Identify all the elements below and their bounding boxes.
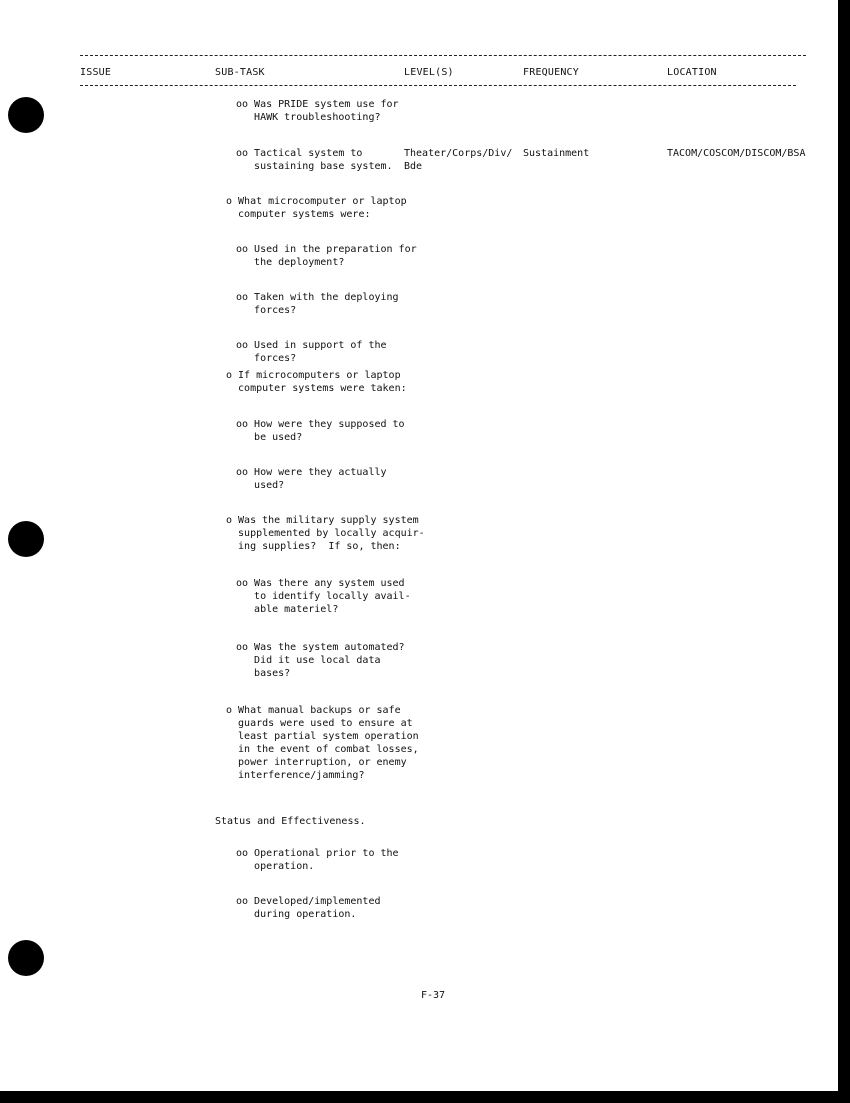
punch-hole-top (8, 97, 44, 133)
subtask-taken-with-forces: oo Taken with the deploying forces? (236, 292, 399, 316)
subtask-operational-prior: oo Operational prior to the operation. (236, 848, 399, 872)
header-levels: LEVEL(S) (404, 67, 454, 78)
frequency-value: Sustainment (523, 148, 590, 159)
subtask-microcomputer-systems: o What microcomputer or laptop computer systems were: (226, 196, 407, 220)
subtask-actual-use: oo How were they actually used? (236, 467, 387, 491)
subtask-military-supply-system: o Was the military supply system supplemented by locally acquir- ing supplies? If so, then: (226, 515, 425, 552)
header-rule-top (80, 55, 806, 56)
subtask-identify-local-materiel: oo Was there any system used to identify locally avail- able materiel? (236, 578, 411, 615)
subtask-developed-during-operation: oo Developed/implemented during operation. (236, 896, 381, 920)
subtask-support-of-forces: oo Used in support of the forces? (236, 340, 387, 364)
subtask-manual-backups: o What manual backups or safe guards were used to ensure at least partial system operation in the event of combat losses, power interruption, or enemy interference/jamming? (226, 705, 419, 781)
subtask-system-automated: oo Was the system automated? Did it use local data bases? (236, 642, 405, 679)
header-subtask: SUB-TASK (215, 67, 265, 78)
section-status-effectiveness: Status and Effectiveness. (215, 816, 366, 827)
punch-hole-bottom (8, 940, 44, 976)
levels-value: Theater/Corps/Div/ Bde (404, 148, 513, 172)
page-number: F-37 (421, 990, 446, 1001)
scan-border-bottom (0, 1091, 850, 1103)
subtask-deployment-preparation: oo Used in the preparation for the deployment? (236, 244, 417, 268)
subtask-tactical-to-sustaining: oo Tactical system to sustaining base system. (236, 148, 393, 172)
subtask-if-microcomputers-taken: o If microcomputers or laptop computer systems were taken: (226, 370, 407, 394)
location-value: TACOM/COSCOM/DISCOM/BSA (667, 148, 806, 159)
punch-hole-middle (8, 521, 44, 557)
subtask-pride-troubleshooting: oo Was PRIDE system use for HAWK troubleshooting? (236, 99, 399, 123)
header-location: LOCATION (667, 67, 717, 78)
subtask-supposed-use: oo How were they supposed to be used? (236, 419, 405, 443)
header-frequency: FREQUENCY (523, 67, 579, 78)
scan-border-right (838, 0, 850, 1103)
header-rule-bottom (80, 85, 796, 86)
header-issue: ISSUE (80, 67, 112, 78)
